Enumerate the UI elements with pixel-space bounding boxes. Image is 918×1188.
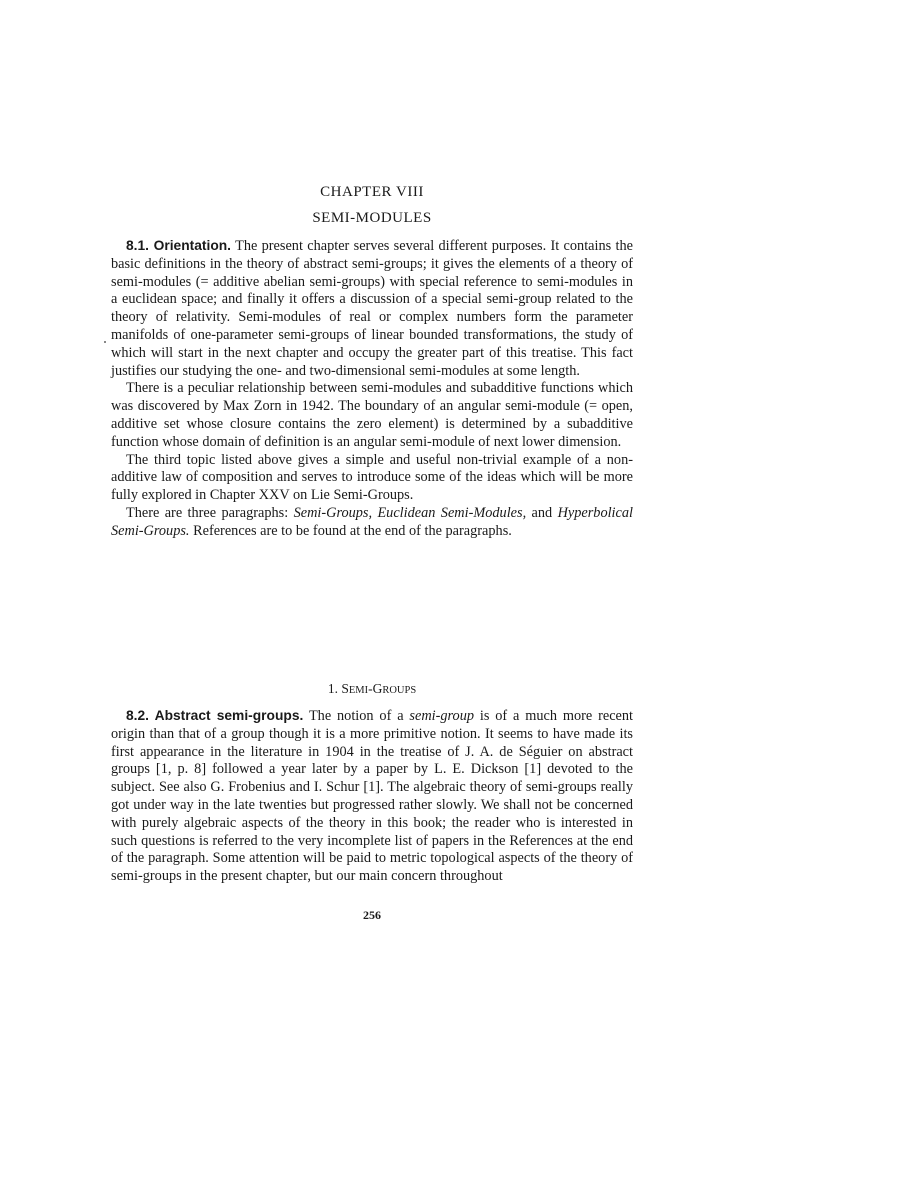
chapter-title: SEMI-MODULES [312,210,432,226]
text-run: and [526,504,558,521]
scan-speck [104,341,106,343]
paragraph-three-paragraphs [111,505,633,541]
text-run: The notion of a [303,708,410,724]
small-caps-dash: - [368,681,373,696]
paragraph-third-topic: The third topic listed above gives a simple and useful non-trivial example of a non-additive law of composition and serves to introduce some of the ideas which will be more fully explored in Chapter XXV on Lie Semi-Groups. [111,451,633,504]
paragraph-zorn: There is a peculiar relationship between semi-modules and subadditive functions which was discovered by Max Zorn in 1942. The boundary of an angular semi-module (= open, additive set whose closure contains the zero element) is determined by a subadditive function whose domain of definition is an angular semi-module of next lower dimension. [111,380,633,450]
chapter-number: CHAPTER VIII [320,184,424,200]
paragraph-abstract-semigroups [111,707,633,886]
text-run: References are to be found at the end of the paragraphs. [189,522,512,539]
italic-run: semi-group [409,708,475,724]
small-caps-text: ROUPS [382,685,417,696]
italic-run: Semi-Groups, Euclidean Semi-Modules, [293,504,527,521]
small-caps-text: EMI [348,685,369,696]
section-number: 1. [327,681,342,696]
text-run: is of a much more recent origin than that of a group though it is a more primitive notion. It seems to have made its first appearance in the literature in 1904 in the treatise of J. A. de Séguier on abstract groups [1, p. 8] followed a year later by a paper by L. E. Dickson [1] devoted to the subject. See also G. Frobenius and I. Schur [1]. The algebraic theory of semi-groups really got under way in the late twenties but progressed rather slowly. We shall not be concerned with purely algebraic aspects of the theory in this book; the reader who is interested in such questions is referred to the very incomplete list of papers in the References at the end of the paragraph. Some attention will be paid to metric topological aspects of the theory of semi-groups in the present chapter, but our main concern throughout [111,708,634,885]
section-heading: 8.2. Abstract semi-groups. [126,708,304,723]
text-run: There are three paragraphs: [126,504,294,521]
italic-run: Hyperbolical Semi-Groups. [111,504,633,539]
small-caps-initial: G [372,681,383,696]
section-heading: 8.1. Orientation. [126,238,232,253]
section-8-2 [111,707,633,886]
page-number: 256 [363,908,381,922]
section-8-1 [111,237,633,541]
section-title [111,681,633,697]
paragraph-text: The present chapter serves several different purposes. It contains the basic definitions in the theory of abstract semi-groups; it gives the elements of a theory of semi-modules (= additive abelian semi-groups) with special reference to semi-modules in a euclidean space; and finally it offers a discussion of a special semi-group related to the theory of relativity. Semi-modules of real or complex numbers form the parameter manifolds of one-parameter semi-groups of linear bounded transformations, the study of which will start in the next chapter and occupy the greater part of this treatise. This fact justifies our studying the one- and two-dimensional semi-modules at some length. [111,238,633,379]
paragraph-orientation [111,237,633,380]
small-caps-initial: S [341,681,349,696]
